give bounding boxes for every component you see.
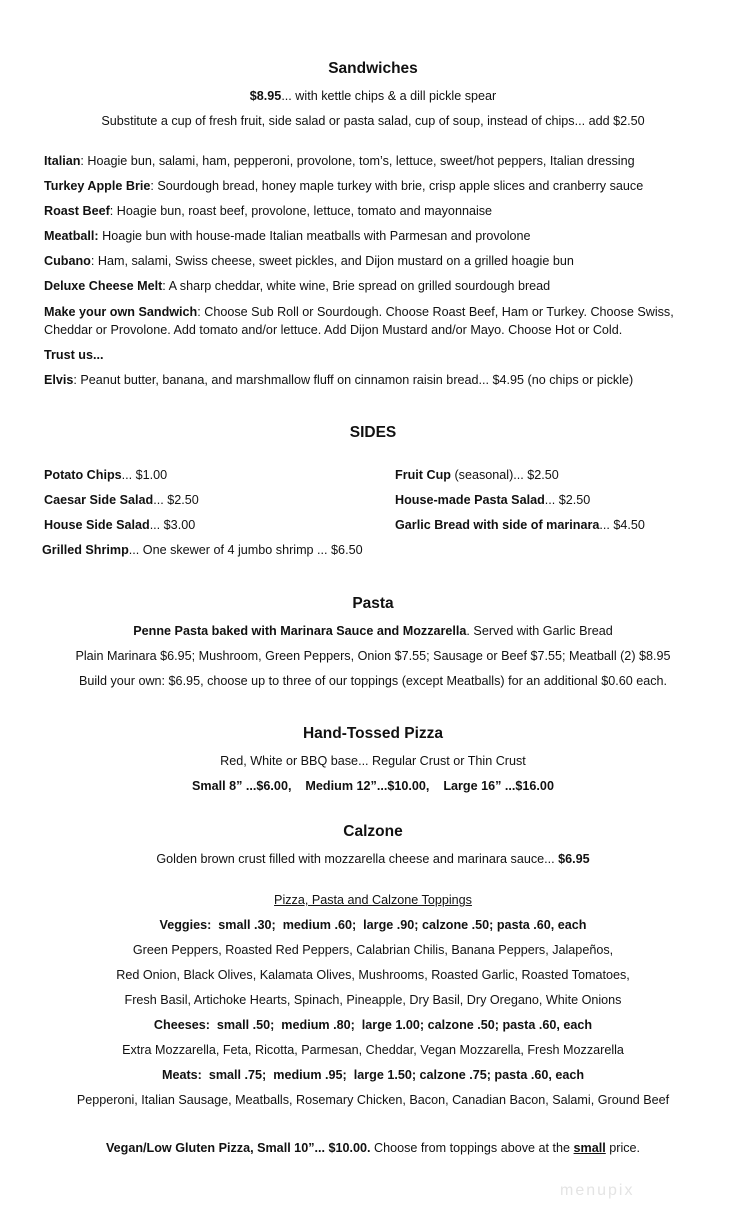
vegan-rest: Choose from toppings above at the <box>370 1141 574 1155</box>
pasta-main <box>0 623 746 639</box>
sandwich-item <box>44 253 574 269</box>
sides-title: SIDES <box>349 424 397 441</box>
sandwich-item <box>44 178 643 194</box>
item-desc: : A sharp cheddar, white wine, Brie spread on grilled sourdough bread <box>162 279 551 293</box>
item-name: Italian <box>44 154 81 168</box>
side-item <box>42 542 363 558</box>
calzone-title: Calzone <box>343 823 403 840</box>
pizza-sizes: Small 8” ...$6.00, Medium 12”...$10.00, Large 16” ...$16.00 <box>192 779 554 793</box>
item-name: Potato Chips <box>44 468 122 482</box>
calzone-price: $6.95 <box>558 852 590 866</box>
veggies-prices: Veggies: small .30; medium .60; large .90; calzone .50; pasta .60, each <box>159 918 587 932</box>
item-desc: : Ham, salami, Swiss cheese, sweet pickles, and Dijon mustard on a grilled hoagie bun <box>90 254 574 268</box>
veggies-list: Red Onion, Black Olives, Kalamata Olives, Mushrooms, Roasted Garlic, Roasted Tomatoes, <box>116 968 630 982</box>
substitute-note: Substitute a cup of fresh fruit, side salad or pasta salad, cup of soup, instead of chips... add $2.50 <box>101 114 645 128</box>
side-item <box>44 467 167 483</box>
item-name: Deluxe Cheese Melt <box>44 279 163 293</box>
item-desc: : Choose Sub Roll or Sourdough. Choose Roast Beef, Ham or Turkey. Choose Swiss, <box>197 305 674 319</box>
pasta-title: Pasta <box>352 595 394 612</box>
side-item <box>44 517 195 533</box>
side-item <box>395 517 645 533</box>
item-name: Caesar Side Salad <box>44 493 154 507</box>
item-name: House-made Pasta Salad <box>395 493 545 507</box>
item-name: Trust us... <box>44 348 104 362</box>
item-name: House Side Salad <box>44 518 150 532</box>
item-name: Meatball: <box>44 229 99 243</box>
cheeses-list: Extra Mozzarella, Feta, Ricotta, Parmesan, Cheddar, Vegan Mozzarella, Fresh Mozzarella <box>122 1043 624 1057</box>
item-name: Elvis <box>44 373 74 387</box>
item-desc: : Sourdough bread, honey maple turkey with brie, crisp apple slices and cranberry sauce <box>150 179 644 193</box>
item-name: Fruit Cup <box>395 468 451 482</box>
sandwich-item-cont: Cheddar or Provolone. Add tomato and/or lettuce. Add Dijon Mustard and/or Mayo. Choose Hot or Cold. <box>44 323 623 337</box>
item-price: (seasonal)... $2.50 <box>450 468 559 482</box>
sandwich-item <box>44 228 531 244</box>
sandwiches-title: Sandwiches <box>328 60 418 77</box>
vegan-small: small <box>573 1141 606 1155</box>
meats-list: Pepperoni, Italian Sausage, Meatballs, Rosemary Chicken, Bacon, Canadian Bacon, Salami, Ground Beef <box>76 1093 670 1107</box>
sandwich-item <box>44 372 633 388</box>
vegan-bold: Vegan/Low Gluten Pizza, Small 10”... $10.00. <box>105 1141 371 1155</box>
calzone-text: Golden brown crust filled with mozzarella cheese and marinara sauce... <box>156 852 559 866</box>
vegan-pizza <box>0 1140 746 1156</box>
item-price: ... One skewer of 4 jumbo shrimp ... $6.50 <box>128 543 363 557</box>
pasta-build: Build your own: $6.95, choose up to three of our toppings (except Meatballs) for an additional $0.60 each. <box>78 674 668 688</box>
pasta-main-bold: Penne Pasta baked with Marinara Sauce and Mozzarella <box>133 624 467 638</box>
item-price: ... $3.00 <box>149 518 196 532</box>
veggies-list: Green Peppers, Roasted Red Peppers, Calabrian Chilis, Banana Peppers, Jalapeños, <box>132 943 614 957</box>
side-item <box>395 467 559 483</box>
item-desc: : Hoagie bun, roast beef, provolone, lettuce, tomato and mayonnaise <box>109 204 493 218</box>
item-price: ... $2.50 <box>153 493 199 507</box>
side-item <box>395 492 590 508</box>
toppings-title <box>0 892 746 908</box>
cheeses-prices: Cheeses: small .50; medium .80; large 1.00; calzone .50; pasta .60, each <box>153 1018 593 1032</box>
item-name: Roast Beef <box>44 204 110 218</box>
sandwich-item <box>44 347 103 363</box>
item-name: Garlic Bread with side of marinara <box>395 518 600 532</box>
vegan-end: price. <box>605 1141 641 1155</box>
item-name: Turkey Apple Brie <box>44 179 151 193</box>
pasta-prices: Plain Marinara $6.95; Mushroom, Green Peppers, Onion $7.55; Sausage or Beef $7.55; Meatball (2) $8.95 <box>75 649 671 663</box>
item-price: ... $1.00 <box>121 468 168 482</box>
toppings-heading: Pizza, Pasta and Calzone Toppings <box>274 893 472 907</box>
item-desc: : Hoagie bun, salami, ham, pepperoni, provolone, tom’s, lettuce, sweet/hot peppers, Italian dressing <box>80 154 635 168</box>
item-desc: Hoagie bun with house-made Italian meatballs with Parmesan and provolone <box>98 229 531 243</box>
item-name: Cubano <box>44 254 91 268</box>
sandwich-item <box>44 278 550 294</box>
item-price: ... $2.50 <box>544 493 591 507</box>
meats-prices: Meats: small .75; medium .95; large 1.50; calzone .75; pasta .60, each <box>161 1068 585 1082</box>
sandwich-item <box>44 153 635 169</box>
pasta-main-rest: . Served with Garlic Bread <box>466 624 613 638</box>
pizza-bases: Red, White or BBQ base... Regular Crust or Thin Crust <box>220 754 526 768</box>
calzone-desc <box>0 851 746 867</box>
pizza-title: Hand-Tossed Pizza <box>302 725 444 742</box>
veggies-list: Fresh Basil, Artichoke Hearts, Spinach, Pineapple, Dry Basil, Dry Oregano, White Onions <box>124 993 622 1007</box>
item-desc: : Peanut butter, banana, and marshmallow fluff on cinnamon raisin bread... $4.95 (no chips or pickle) <box>73 373 634 387</box>
side-item <box>44 492 199 508</box>
item-name: Grilled Shrimp <box>42 543 129 557</box>
item-price: ... $4.50 <box>599 518 645 532</box>
sandwich-item <box>44 304 674 320</box>
price: $8.95 <box>249 89 282 103</box>
sandwich-item <box>44 203 492 219</box>
item-name: Make your own Sandwich <box>44 305 198 319</box>
watermark: menupix <box>560 1182 635 1199</box>
price-desc: ... with kettle chips & a dill pickle spear <box>281 89 497 103</box>
sandwich-price <box>0 88 746 104</box>
